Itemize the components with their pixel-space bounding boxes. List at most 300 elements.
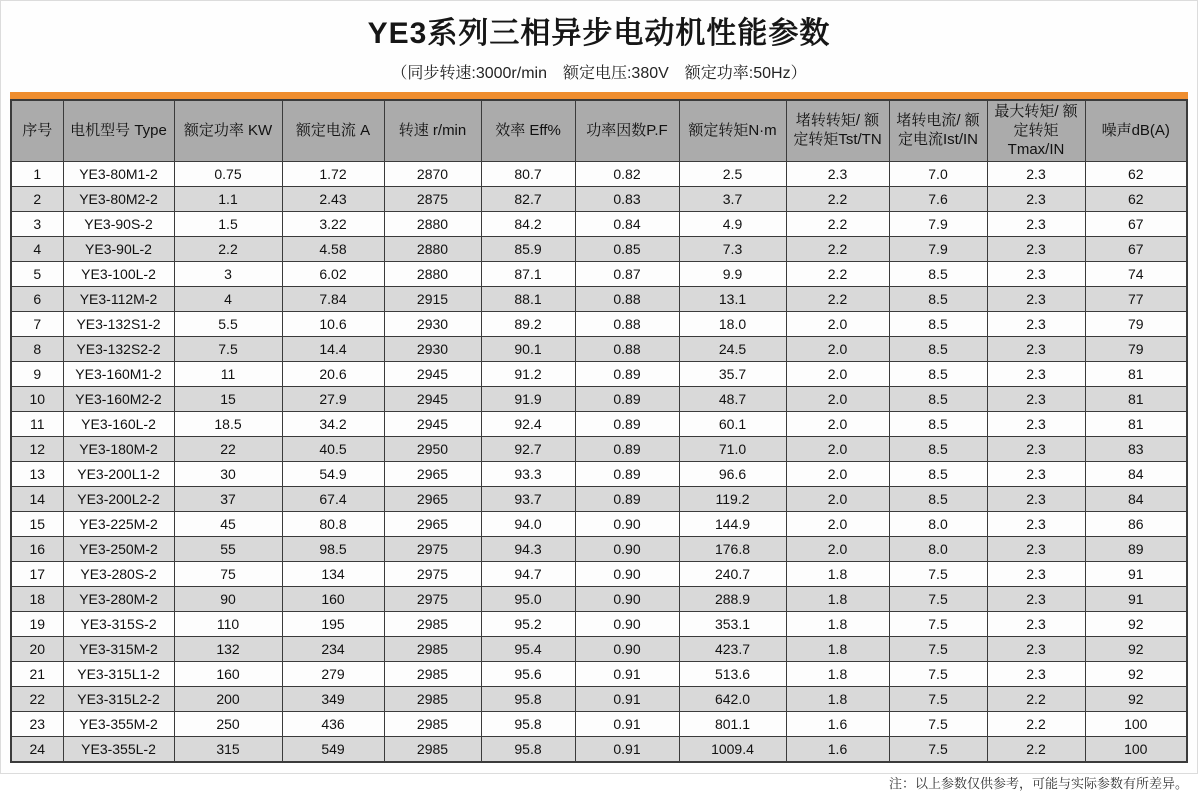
table-cell: 8.0 <box>889 512 987 537</box>
column-header: 额定电流 A <box>282 100 384 162</box>
table-cell: 2.2 <box>786 237 889 262</box>
table-cell: 1.8 <box>786 687 889 712</box>
table-cell: 0.89 <box>575 462 679 487</box>
table-cell: 8.5 <box>889 312 987 337</box>
table-cell: 92.4 <box>481 412 575 437</box>
table-cell: 2.2 <box>174 237 282 262</box>
table-cell: 84 <box>1085 487 1187 512</box>
table-cell: 2.3 <box>987 562 1085 587</box>
table-cell: 250 <box>174 712 282 737</box>
table-cell: 1.6 <box>786 737 889 762</box>
table-cell: 14.4 <box>282 337 384 362</box>
table-cell: 84 <box>1085 462 1187 487</box>
table-cell: 2985 <box>384 687 481 712</box>
table-cell: 8.0 <box>889 537 987 562</box>
table-cell: YE3-200L2-2 <box>63 487 174 512</box>
table-cell: 2.3 <box>987 387 1085 412</box>
table-cell: 2930 <box>384 312 481 337</box>
page-subtitle: （同步转速:3000r/min 额定电压:380V 额定功率:50Hz） <box>391 65 807 82</box>
table-cell: 94.0 <box>481 512 575 537</box>
table-cell: 79 <box>1085 337 1187 362</box>
table-cell: 144.9 <box>679 512 786 537</box>
table-cell: 7 <box>11 312 63 337</box>
table-cell: 91.2 <box>481 362 575 387</box>
table-cell: 2915 <box>384 287 481 312</box>
table-cell: 40.5 <box>282 437 384 462</box>
table-cell: 2975 <box>384 562 481 587</box>
table-cell: 94.7 <box>481 562 575 587</box>
table-cell: 2880 <box>384 262 481 287</box>
table-cell: 23 <box>11 712 63 737</box>
table-cell: 2.0 <box>786 437 889 462</box>
table-cell: 134 <box>282 562 384 587</box>
table-cell: 2.0 <box>786 412 889 437</box>
table-cell: 5.5 <box>174 312 282 337</box>
table-cell: 2.3 <box>987 412 1085 437</box>
table-cell: 81 <box>1085 362 1187 387</box>
table-cell: 2985 <box>384 737 481 762</box>
table-cell: 17 <box>11 562 63 587</box>
table-cell: 95.4 <box>481 637 575 662</box>
table-cell: 2.3 <box>987 462 1085 487</box>
table-row <box>11 612 1187 637</box>
table-cell: 0.83 <box>575 187 679 212</box>
table-row <box>11 162 1187 187</box>
table-cell: 7.9 <box>889 212 987 237</box>
table-cell: 82.7 <box>481 187 575 212</box>
table-cell: 81 <box>1085 387 1187 412</box>
table-row <box>11 287 1187 312</box>
table-cell: 2.2 <box>786 262 889 287</box>
table-cell: 2.5 <box>679 162 786 187</box>
table-cell: YE3-355M-2 <box>63 712 174 737</box>
table-row <box>11 712 1187 737</box>
table-cell: 92 <box>1085 687 1187 712</box>
table-cell: YE3-160L-2 <box>63 412 174 437</box>
table-cell: 2.3 <box>987 187 1085 212</box>
table-header <box>11 100 1187 162</box>
table-cell: 119.2 <box>679 487 786 512</box>
table-row <box>11 437 1187 462</box>
table-cell: 2945 <box>384 412 481 437</box>
table-cell: 95.8 <box>481 712 575 737</box>
table-cell: 7.3 <box>679 237 786 262</box>
table-cell: 315 <box>174 737 282 762</box>
table-cell: 2.0 <box>786 512 889 537</box>
column-header: 转速 r/min <box>384 100 481 162</box>
table-cell: 98.5 <box>282 537 384 562</box>
table-cell: YE3-80M1-2 <box>63 162 174 187</box>
table-cell: 0.89 <box>575 412 679 437</box>
table-cell: 8.5 <box>889 262 987 287</box>
table-cell: 100 <box>1085 737 1187 762</box>
table-cell: 1.1 <box>174 187 282 212</box>
table-cell: YE3-315S-2 <box>63 612 174 637</box>
table-cell: YE3-100L-2 <box>63 262 174 287</box>
column-header: 堵转电流/ 额定电流Ist/IN <box>889 100 987 162</box>
table-cell: 92 <box>1085 662 1187 687</box>
table-cell: 2975 <box>384 537 481 562</box>
table-row <box>11 487 1187 512</box>
table-cell: 1009.4 <box>679 737 786 762</box>
table-cell: 62 <box>1085 162 1187 187</box>
table-cell: 2.3 <box>987 237 1085 262</box>
table-cell: 349 <box>282 687 384 712</box>
table-cell: 91 <box>1085 562 1187 587</box>
table-cell: 2.2 <box>786 187 889 212</box>
table-cell: 96.6 <box>679 462 786 487</box>
table-cell: 92.7 <box>481 437 575 462</box>
table-cell: 2.3 <box>987 612 1085 637</box>
table-cell: YE3-315L2-2 <box>63 687 174 712</box>
table-body <box>11 162 1187 762</box>
table-cell: 95.2 <box>481 612 575 637</box>
table-cell: 1.8 <box>786 662 889 687</box>
table-cell: 0.89 <box>575 437 679 462</box>
table-cell: 0.75 <box>174 162 282 187</box>
table-cell: 84.2 <box>481 212 575 237</box>
table-cell: 176.8 <box>679 537 786 562</box>
table-cell: 0.85 <box>575 237 679 262</box>
table-cell: 79 <box>1085 312 1187 337</box>
table-cell: 2.0 <box>786 337 889 362</box>
table-cell: YE3-90S-2 <box>63 212 174 237</box>
table-cell: 2.0 <box>786 312 889 337</box>
table-cell: 0.87 <box>575 262 679 287</box>
table-cell: 3 <box>11 212 63 237</box>
table-cell: 7.5 <box>889 587 987 612</box>
table-row <box>11 462 1187 487</box>
table-cell: 5 <box>11 262 63 287</box>
table-cell: 0.90 <box>575 562 679 587</box>
table-cell: 91 <box>1085 587 1187 612</box>
table-cell: 67.4 <box>282 487 384 512</box>
table-cell: 10 <box>11 387 63 412</box>
table-cell: 4.9 <box>679 212 786 237</box>
table-cell: 279 <box>282 662 384 687</box>
table-cell: 20.6 <box>282 362 384 387</box>
table-cell: 80.8 <box>282 512 384 537</box>
table-cell: 0.91 <box>575 712 679 737</box>
table-cell: 22 <box>174 437 282 462</box>
table-cell: 4 <box>174 287 282 312</box>
table-cell: 7.5 <box>889 662 987 687</box>
table-cell: 90.1 <box>481 337 575 362</box>
table-cell: 8.5 <box>889 437 987 462</box>
table-cell: 0.89 <box>575 387 679 412</box>
table-cell: 45 <box>174 512 282 537</box>
table-cell: 21 <box>11 662 63 687</box>
table-cell: 8 <box>11 337 63 362</box>
table-row <box>11 387 1187 412</box>
table-cell: 92 <box>1085 637 1187 662</box>
table-row <box>11 737 1187 762</box>
table-cell: 7.5 <box>889 737 987 762</box>
table-cell: 2945 <box>384 387 481 412</box>
table-cell: 423.7 <box>679 637 786 662</box>
table-cell: 1.8 <box>786 587 889 612</box>
table-cell: 12 <box>11 437 63 462</box>
table-cell: 86 <box>1085 512 1187 537</box>
table-cell: 0.91 <box>575 687 679 712</box>
table-cell: 18 <box>11 587 63 612</box>
table-cell: 7.5 <box>889 687 987 712</box>
table-cell: YE3-160M1-2 <box>63 362 174 387</box>
table-cell: 0.91 <box>575 662 679 687</box>
table-cell: 234 <box>282 637 384 662</box>
table-cell: 2965 <box>384 512 481 537</box>
table-cell: 642.0 <box>679 687 786 712</box>
table-cell: YE3-200L1-2 <box>63 462 174 487</box>
table-row <box>11 562 1187 587</box>
table-cell: 160 <box>174 662 282 687</box>
table-cell: 240.7 <box>679 562 786 587</box>
table-cell: 15 <box>11 512 63 537</box>
table-cell: 0.82 <box>575 162 679 187</box>
table-cell: 75 <box>174 562 282 587</box>
table-cell: YE3-280M-2 <box>63 587 174 612</box>
table-cell: 3.22 <box>282 212 384 237</box>
table-cell: 7.5 <box>174 337 282 362</box>
table-cell: YE3-315L1-2 <box>63 662 174 687</box>
table-cell: 1.8 <box>786 612 889 637</box>
table-cell: 18.5 <box>174 412 282 437</box>
table-cell: 87.1 <box>481 262 575 287</box>
column-header: 最大转矩/ 额定转矩Tmax/IN <box>987 100 1085 162</box>
table-cell: 93.7 <box>481 487 575 512</box>
table-cell: 2.3 <box>987 437 1085 462</box>
table-cell: 9 <box>11 362 63 387</box>
table-cell: 27.9 <box>282 387 384 412</box>
table-cell: 6 <box>11 287 63 312</box>
table-cell: 2.0 <box>786 487 889 512</box>
table-cell: 2965 <box>384 487 481 512</box>
column-header: 功率因数P.F <box>575 100 679 162</box>
table-cell: 2.3 <box>987 537 1085 562</box>
table-cell: 1.8 <box>786 562 889 587</box>
table-cell: 95.8 <box>481 737 575 762</box>
table-cell: YE3-250M-2 <box>63 537 174 562</box>
table-cell: 95.0 <box>481 587 575 612</box>
table-cell: 2.0 <box>786 462 889 487</box>
table-row <box>11 587 1187 612</box>
table-cell: 2985 <box>384 612 481 637</box>
table-cell: 67 <box>1085 237 1187 262</box>
table-cell: 2975 <box>384 587 481 612</box>
column-header: 电机型号 Type <box>63 100 174 162</box>
table-cell: 34.2 <box>282 412 384 437</box>
column-header: 额定转矩N·m <box>679 100 786 162</box>
table-cell: 81 <box>1085 412 1187 437</box>
table-cell: 2880 <box>384 212 481 237</box>
table-cell: 7.5 <box>889 612 987 637</box>
table-cell: 2.3 <box>987 337 1085 362</box>
page-title: YE3系列三相异步电动机性能参数 <box>367 17 831 50</box>
table-cell: 20 <box>11 637 63 662</box>
table-cell: 24.5 <box>679 337 786 362</box>
table-cell: 1 <box>11 162 63 187</box>
table-cell: 85.9 <box>481 237 575 262</box>
table-cell: 6.02 <box>282 262 384 287</box>
table-cell: YE3-80M2-2 <box>63 187 174 212</box>
table-cell: 95.8 <box>481 687 575 712</box>
table-row <box>11 212 1187 237</box>
table-cell: 2.3 <box>987 587 1085 612</box>
table-cell: 2930 <box>384 337 481 362</box>
table-cell: 0.88 <box>575 337 679 362</box>
table-cell: 2985 <box>384 637 481 662</box>
table-cell: 132 <box>174 637 282 662</box>
table-cell: 2 <box>11 187 63 212</box>
motor-spec-table <box>10 99 1188 763</box>
column-header: 序号 <box>11 100 63 162</box>
table-cell: 3 <box>174 262 282 287</box>
table-cell: 2.2 <box>987 712 1085 737</box>
table-row <box>11 637 1187 662</box>
table-cell: 2.3 <box>987 312 1085 337</box>
table-cell: 1.5 <box>174 212 282 237</box>
table-cell: 14 <box>11 487 63 512</box>
table-row <box>11 687 1187 712</box>
table-cell: 2.3 <box>987 512 1085 537</box>
table-cell: 22 <box>11 687 63 712</box>
table-cell: 95.6 <box>481 662 575 687</box>
table-cell: 0.84 <box>575 212 679 237</box>
table-cell: 62 <box>1085 187 1187 212</box>
table-cell: 0.90 <box>575 612 679 637</box>
table-cell: 0.88 <box>575 287 679 312</box>
table-cell: YE3-280S-2 <box>63 562 174 587</box>
table-cell: YE3-132S2-2 <box>63 337 174 362</box>
table-cell: YE3-132S1-2 <box>63 312 174 337</box>
table-cell: 436 <box>282 712 384 737</box>
table-cell: 2.0 <box>786 362 889 387</box>
table-cell: 2.3 <box>987 662 1085 687</box>
table-row <box>11 412 1187 437</box>
table-row <box>11 537 1187 562</box>
table-cell: 0.90 <box>575 587 679 612</box>
table-cell: 4.58 <box>282 237 384 262</box>
table-cell: 2.3 <box>987 162 1085 187</box>
table-cell: 9.9 <box>679 262 786 287</box>
table-cell: 2.2 <box>786 212 889 237</box>
table-cell: 2.3 <box>987 487 1085 512</box>
table-cell: 288.9 <box>679 587 786 612</box>
table-cell: 2.3 <box>987 262 1085 287</box>
table-cell: 2.0 <box>786 537 889 562</box>
table-cell: 8.5 <box>889 462 987 487</box>
table-cell: 15 <box>174 387 282 412</box>
table-cell: 3.7 <box>679 187 786 212</box>
table-cell: 83 <box>1085 437 1187 462</box>
table-cell: 2.3 <box>987 637 1085 662</box>
table-cell: 37 <box>174 487 282 512</box>
table-row <box>11 662 1187 687</box>
table-cell: YE3-90L-2 <box>63 237 174 262</box>
table-cell: 7.84 <box>282 287 384 312</box>
table-cell: YE3-160M2-2 <box>63 387 174 412</box>
table-cell: 80.7 <box>481 162 575 187</box>
table-cell: 10.6 <box>282 312 384 337</box>
table-cell: 513.6 <box>679 662 786 687</box>
table-cell: 7.9 <box>889 237 987 262</box>
table-cell: 2.2 <box>786 287 889 312</box>
table-cell: 1.6 <box>786 712 889 737</box>
table-cell: 549 <box>282 737 384 762</box>
table-cell: 2.3 <box>786 162 889 187</box>
table-cell: 54.9 <box>282 462 384 487</box>
table-cell: 160 <box>282 587 384 612</box>
table-cell: YE3-225M-2 <box>63 512 174 537</box>
table-cell: 110 <box>174 612 282 637</box>
table-cell: 2.43 <box>282 187 384 212</box>
table-cell: 2.3 <box>987 212 1085 237</box>
table-cell: 13 <box>11 462 63 487</box>
table-cell: 0.88 <box>575 312 679 337</box>
table-row <box>11 262 1187 287</box>
table-cell: 2965 <box>384 462 481 487</box>
table-row <box>11 237 1187 262</box>
table-cell: 89 <box>1085 537 1187 562</box>
table-cell: 2875 <box>384 187 481 212</box>
table-cell: 2870 <box>384 162 481 187</box>
table-cell: 1.8 <box>786 637 889 662</box>
table-cell: 2945 <box>384 362 481 387</box>
header-row <box>11 100 1187 162</box>
table-row <box>11 337 1187 362</box>
table-cell: 8.5 <box>889 387 987 412</box>
table-cell: 91.9 <box>481 387 575 412</box>
table-cell: 2985 <box>384 712 481 737</box>
table-cell: 8.5 <box>889 337 987 362</box>
column-header: 效率 Eff% <box>481 100 575 162</box>
table-cell: 89.2 <box>481 312 575 337</box>
table-cell: 55 <box>174 537 282 562</box>
table-cell: 77 <box>1085 287 1187 312</box>
table-cell: YE3-315M-2 <box>63 637 174 662</box>
table-cell: 801.1 <box>679 712 786 737</box>
table-cell: 2.2 <box>987 737 1085 762</box>
table-cell: 18.0 <box>679 312 786 337</box>
table-cell: 2985 <box>384 662 481 687</box>
table-cell: 8.5 <box>889 412 987 437</box>
table-cell: 16 <box>11 537 63 562</box>
table-cell: 7.5 <box>889 637 987 662</box>
table-cell: 13.1 <box>679 287 786 312</box>
table-cell: 30 <box>174 462 282 487</box>
table-cell: YE3-180M-2 <box>63 437 174 462</box>
column-header: 堵转转矩/ 额定转矩Tst/TN <box>786 100 889 162</box>
table-row <box>11 187 1187 212</box>
table-cell: 11 <box>174 362 282 387</box>
table-cell: 4 <box>11 237 63 262</box>
table-cell: 7.0 <box>889 162 987 187</box>
table-cell: 0.90 <box>575 537 679 562</box>
table-cell: 2.2 <box>987 687 1085 712</box>
table-cell: 7.6 <box>889 187 987 212</box>
table-cell: YE3-112M-2 <box>63 287 174 312</box>
table-cell: 60.1 <box>679 412 786 437</box>
table-cell: 1.72 <box>282 162 384 187</box>
table-cell: 0.90 <box>575 637 679 662</box>
table-cell: 24 <box>11 737 63 762</box>
table-cell: YE3-355L-2 <box>63 737 174 762</box>
table-cell: 8.5 <box>889 487 987 512</box>
table-cell: 7.5 <box>889 562 987 587</box>
column-header: 额定功率 KW <box>174 100 282 162</box>
table-cell: 2.0 <box>786 387 889 412</box>
table-cell: 8.5 <box>889 362 987 387</box>
